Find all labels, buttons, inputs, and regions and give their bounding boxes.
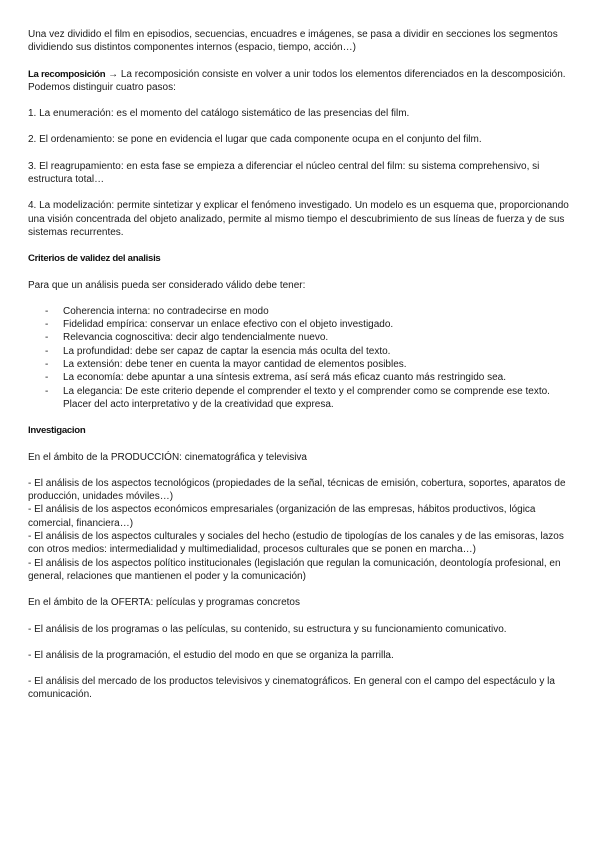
step-ordenamiento: 2. El ordenamiento: se pone en evidencia el lugar que cada componente ocupa en el conjunto del film. <box>28 134 482 146</box>
dash-bullet: - <box>45 332 49 344</box>
criteria-list <box>28 305 574 411</box>
document-page <box>28 28 574 702</box>
criteria-item-text: La elegancia: De este criterio depende el comprender el texto y el comprender como se comprende ese texto. Placer del acto interpretativo y de la creatividad que expresa. <box>63 385 550 410</box>
criteria-item <box>28 358 574 371</box>
produccion-item: - El análisis de los aspectos político institucionales (legislación que regulan la comunicación, deontología profesional, en general, relaciones que mantienen el poder y la comunicación) <box>28 557 561 582</box>
recomposicion-term: La recomposición <box>28 68 106 80</box>
criterios-heading: Criterios de validez del analisis <box>28 253 161 265</box>
criteria-item-text: La extensión: debe tener en cuenta la mayor cantidad de elementos posibles. <box>63 359 407 371</box>
oferta-item: - El análisis de los programas o las películas, su contenido, su estructura y su funcionamiento comunicativo. <box>28 623 507 635</box>
criteria-item <box>28 305 574 318</box>
criteria-item <box>28 345 574 358</box>
investigacion-heading: Investigacion <box>28 425 86 437</box>
step-enumeracion: 1. La enumeración: es el momento del catálogo sistemático de las presencias del film. <box>28 108 410 120</box>
criteria-item <box>28 318 574 331</box>
dash-bullet: - <box>45 345 49 357</box>
dash-bullet: - <box>45 385 49 397</box>
criteria-item-text: La profundidad: debe ser capaz de captar la esencia más oculta del texto. <box>63 345 391 357</box>
criteria-item <box>28 371 574 384</box>
produccion-title: En el ámbito de la PRODUCCIÓN: cinematográfica y televisiva <box>28 451 307 463</box>
intro-paragraph: Una vez dividido el film en episodios, secuencias, encuadres e imágenes, se pasa a dividir en secciones los segmentos dividiendo sus distintos componentes internos (espacio, tiempo, acción…) <box>28 29 558 54</box>
arrow-glyph: → <box>108 68 119 80</box>
criterios-intro: Para que un análisis pueda ser considerado válido debe tener: <box>28 279 306 291</box>
dash-bullet: - <box>45 372 49 384</box>
oferta-item: - El análisis del mercado de los productos televisivos y cinematográficos. En general con el campo del espectáculo y la comunicación. <box>28 676 555 701</box>
oferta-item: - El análisis de la programación, el estudio del modo en que se organiza la parrilla. <box>28 649 394 661</box>
recomposicion-paragraph <box>28 68 574 95</box>
criteria-item-text: Relevancia cognoscitiva: decir algo tendencialmente nuevo. <box>63 332 329 344</box>
dash-bullet: - <box>45 359 49 371</box>
criteria-item-text: Fidelidad empírica: conservar un enlace efectivo con el objeto investigado. <box>63 319 394 331</box>
oferta-title: En el ámbito de la OFERTA: películas y programas concretos <box>28 597 300 609</box>
criteria-item-text: La economía: debe apuntar a una síntesis extrema, así será más eficaz cuanto más restringido sea. <box>63 372 507 384</box>
dash-bullet: - <box>45 319 49 331</box>
produccion-item: - El análisis de los aspectos tecnológicos (propiedades de la señal, técnicas de emisión, cobertura, soportes, aparatos de producción, unidades móviles…) <box>28 477 566 503</box>
produccion-item: - El análisis de los aspectos culturales y sociales del hecho (estudio de tipologías de los canales y de las emisoras, lazos con otros medios: intermedialidad y multimedialidad, procesos culturales que se ponen en marcha…) <box>28 531 564 556</box>
criteria-item <box>28 331 574 344</box>
criteria-item <box>28 385 574 412</box>
recomposicion-text: La recomposición consiste en volver a unir todos los elementos diferenciados en la descomposición. Podemos distinguir cuatro pasos: <box>28 68 566 93</box>
step-reagrupamiento: 3. El reagrupamiento: en esta fase se empieza a diferenciar el núcleo central del film: su sistema comprehensivo, si estructura total… <box>28 160 540 186</box>
produccion-item: - El análisis de los aspectos económicos empresariales (organización de las empresas, hábitos productivos, lógica comercial, financiera…) <box>28 504 536 529</box>
step-modelizacion: 4. La modelización: permite sintetizar y explicar el fenómeno investigado. Un modelo es un esquema que, proporcionando una visión concentrada del objeto analizado, permite al mismo tiempo el descubrimiento de sus líneas de fuerza y de sus sistemas recurrentes. <box>28 200 569 238</box>
dash-bullet: - <box>45 305 49 317</box>
criteria-item-text: Coherencia interna: no contradecirse en modo <box>63 305 269 317</box>
